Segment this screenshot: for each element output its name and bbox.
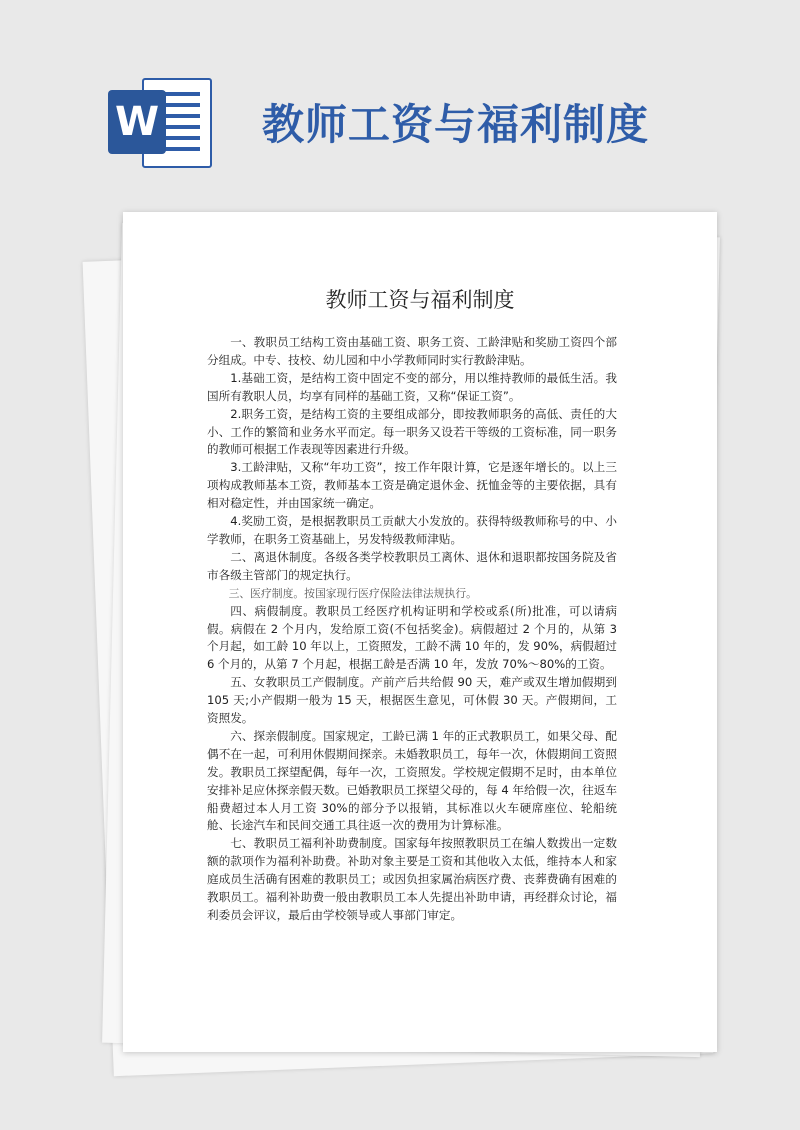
paragraph-section-1: 一、教职员工结构工资由基础工资、职务工资、工龄津贴和奖励工资四个部分组成。中专、技校、幼儿园和中小学教师同时实行教龄津贴。: [207, 335, 617, 367]
paragraph-medical: 三、医疗制度。按国家现行医疗保险法律法规执行。: [228, 586, 477, 600]
paragraph-position-wage: 2.职务工资，是结构工资的主要组成部分，即按教师职务的高低、责任的大小、工作的繁简和业务水平而定。每一职务又设若干等级的工资标准，同一职务的教师可根据工作表现等因素进行升级。: [207, 406, 617, 457]
document-page: [123, 212, 717, 1052]
banner-header: [0, 0, 800, 200]
paragraph-retirement: 二、离退休制度。各级各类学校教职员工离休、退休和退职都按国务院及省市各级主管部门的规定执行。: [207, 549, 617, 582]
paragraph-family-visit-leave: 六、探亲假制度。国家规定，工龄已满 1 年的正式教职员工，如果父母、配偶不在一起，可利用休假期间探亲。未婚教职员工，每年一次，休假期间工资照发。教职员工探望配偶，每年一次，工资照发。学校规定假期不足时，由本单位安排补足应休探亲假天数。已婚教职员工探望父母的，每 4 年给假一次，往返车船费超过本人月工资 30%的部分予以报销，其标准以火车硬席座位、轮船统舱、长途汽车和民间交通工具往返一次的费用为计算标准。: [207, 728, 617, 833]
word-logo-letter: W: [108, 90, 166, 154]
paragraph-seniority-allowance: 3.工龄津贴，又称“年功工资”，按工作年限计算，它是逐年增长的。以上三项构成教师基本工资，教师基本工资是确定退休金、抚恤金等的主要依据，具有相对稳定性，并由国家统一确定。: [207, 460, 617, 511]
paragraph-bonus-wage: 4.奖励工资，是根据教职员工贡献大小发放的。获得特级教师称号的中、小学教师，在职务工资基础上，另发特级教师津贴。: [207, 514, 617, 546]
paragraph-maternity-leave: 五、女教职员工产假制度。产前产后共给假 90 天，难产或双生增加假期到 105 天;小产假期一般为 15 天，根据医生意见，可休假 30 天。产假期间，工资照发。: [207, 675, 617, 726]
document-title: 教师工资与福利制度: [325, 288, 515, 312]
banner-title: 教师工资与福利制度: [262, 100, 650, 149]
paragraph-welfare-subsidy: 七、教职员工福利补助费制度。国家每年按照教职员工在编人数拨出一定数额的款项作为福利补助费。补助对象主要是工资和其他收入太低，维持本人和家庭成员生活确有困难的教职员工；或因负担家属治病医疗费、丧葬费确有困难的教职员工。福利补助费一般由教职员工本人先提出补助申请，再经群众讨论，福利委员会评议，最后由学校领导或人事部门审定。: [207, 836, 617, 922]
paragraph-sick-leave: 四、病假制度。教职员工经医疗机构证明和学校或系(所)批准，可以请病假。病假在 2 个月内，发给原工资(不包括奖金)。病假超过 2 个月的，从第 3 个月起，如工龄 10 年以上，工资照发，工龄不满 10 年的，发 90%，病假超过 6 个月的，从第 7 个月起，根据工龄是否满 10 年，发放 70%～80%的工资。: [207, 603, 617, 672]
document-body: [207, 334, 617, 925]
word-logo-icon: [108, 72, 212, 172]
paragraph-basic-wage: 1.基础工资，是结构工资中固定不变的部分，用以维持教师的最低生活。我国所有教职人员，均享有同样的基础工资，又称“保证工资”。: [207, 370, 617, 403]
